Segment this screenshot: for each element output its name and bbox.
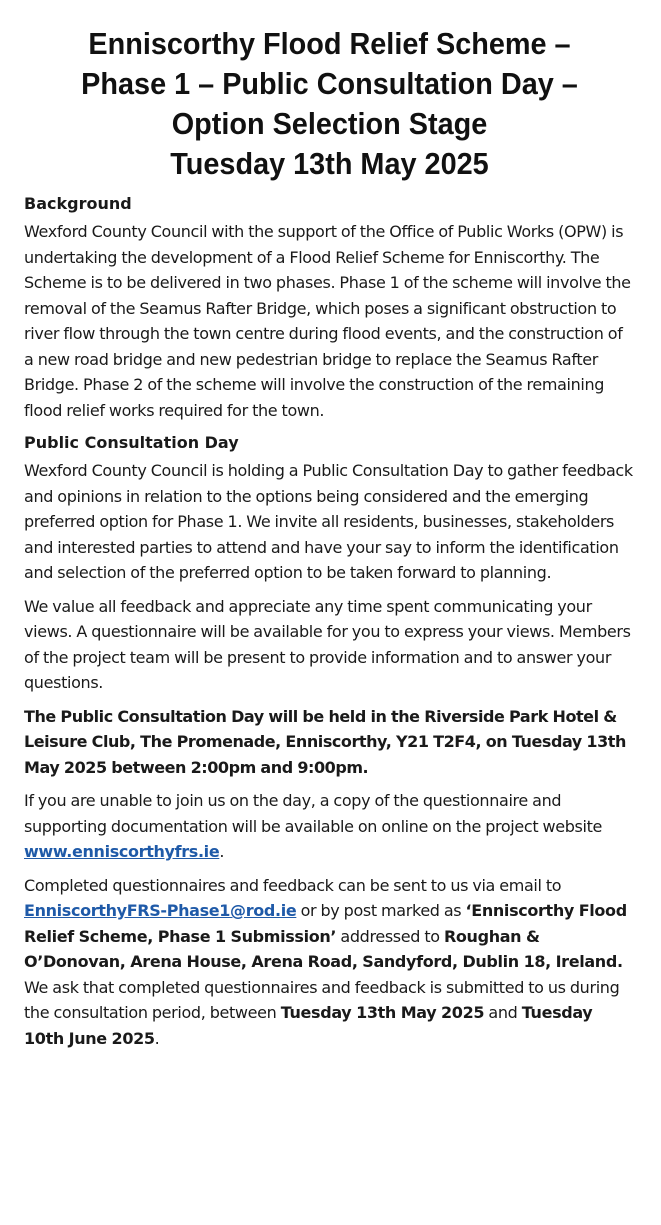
title-line: Tuesday 13th May 2025 [170, 146, 489, 181]
submission-mark: ‘Enniscorthy Flood Relief Scheme, Phase 1 Submission’ [24, 901, 627, 946]
title-line: Phase 1 – Public Consultation Day – [81, 66, 578, 101]
notice-title [45, 24, 613, 184]
consultation-heading: Public Consultation Day [24, 433, 239, 452]
submission-text: or by post marked as [300, 901, 462, 920]
online-text: If you are unable to join us on the day, a copy of the questionnaire and supporting documentation will be available on online on the project website [24, 791, 603, 836]
title-line: Enniscorthy Flood Relief Scheme – [88, 26, 571, 61]
background-body: Wexford County Council with the support of the Office of Public Works (OPW) is undertaking the development of a Flood Relief Scheme for Enniscorthy. The Scheme is to be delivered in two phases. Phase 1 of the scheme will involve the removal of the Seamus Rafter Bridge, which poses a significant obstruction to river flow through the town centre during flood events, and the construction of a new road bridge and new pedestrian bridge to replace the Seamus Rafter Bridge. Phase 2 of the scheme will involve the construction of the remaining flood relief works required for the town. [24, 222, 631, 420]
website-link[interactable]: www.enniscorthyfrs.ie [24, 842, 220, 861]
submission-text: We ask that completed questionnaires and feedback is submitted to us during the consultation period, between [24, 977, 620, 1022]
consultation-intro: Wexford County Council is holding a Public Consultation Day to gather feedback and opinions in relation to the options being considered and the emerging preferred option for Phase 1. We invite all residents, businesses, stakeholders and interested parties to attend and have your say to inform the identification and selection of the preferred option to be taken forward to planning. [24, 461, 633, 582]
email-link[interactable]: EnniscorthyFRS-Phase1@rod.ie [24, 901, 297, 920]
feedback-paragraph: We value all feedback and appreciate any time spent communicating your views. A questionnaire will be available for you to express your views. Members of the project team will be present to provide information and to answer your questions. [24, 596, 631, 692]
postal-address: Roughan & O’Donovan, Arena House, Arena Road, Sandyford, Dublin 18, Ireland. [24, 926, 623, 971]
submission-text: Completed questionnaires and feedback can be sent to us via email to [24, 875, 562, 895]
submission-paragraph [24, 873, 635, 1052]
submission-text: addressed to [340, 926, 440, 946]
start-date: Tuesday 13th May 2025 [280, 1003, 485, 1022]
online-paragraph [24, 788, 635, 865]
submission-end: . [154, 1028, 160, 1048]
title-line: Option Selection Stage [171, 106, 488, 141]
background-heading: Background [24, 194, 132, 213]
submission-text: and [488, 1003, 518, 1022]
online-end: . [219, 842, 225, 861]
end-date: Tuesday 10th June 2025 [24, 1003, 593, 1048]
venue-details: The Public Consultation Day will be held in the Riverside Park Hotel & Leisure Club, The Promenade, Enniscorthy, Y21 T2F4, on Tuesday 13th May 2025 between 2:00pm and 9:00pm. [24, 706, 626, 777]
consultation-section [24, 431, 635, 1051]
background-section [24, 192, 635, 423]
